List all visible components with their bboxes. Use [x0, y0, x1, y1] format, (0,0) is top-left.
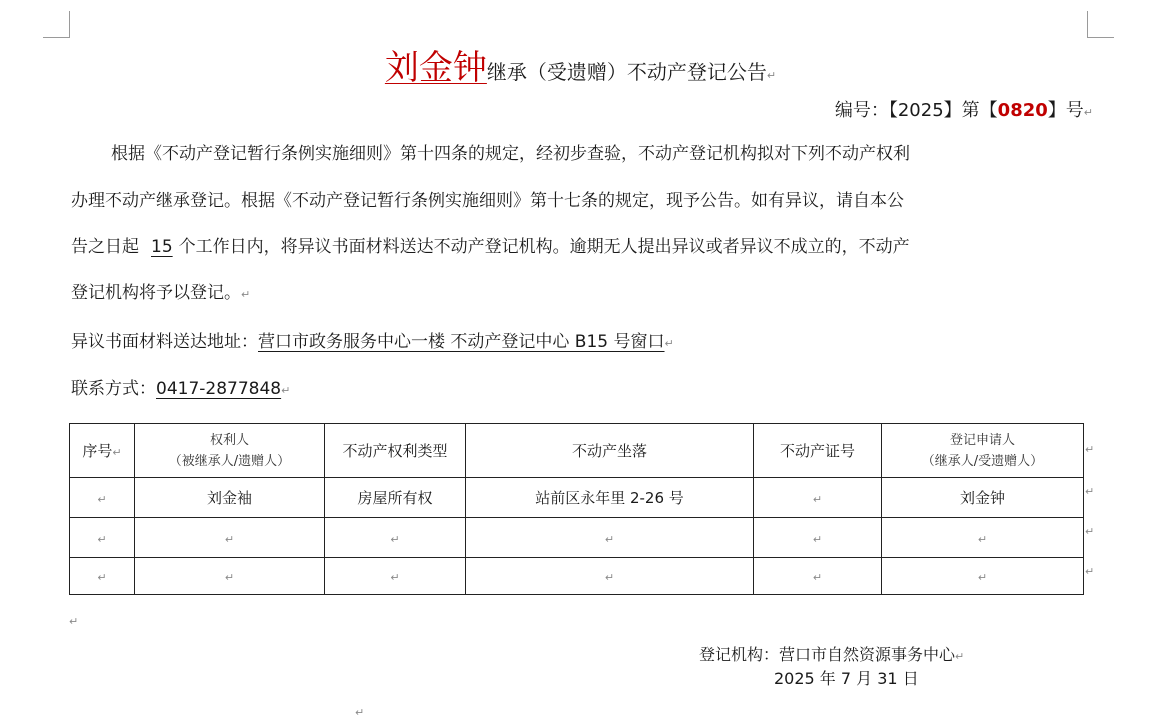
body-line-3-start: 告之日起 — [71, 237, 139, 257]
cell-right-type — [325, 558, 466, 595]
table-header-row — [70, 424, 1084, 478]
table-row — [70, 518, 1084, 558]
cell-seq — [70, 478, 135, 518]
header-holder-text: 权利人 — [209, 432, 249, 448]
paragraph-mark: ↵ — [812, 532, 823, 546]
title-text: 继承（受遗赠）不动产登记公告 — [486, 60, 767, 84]
contact-phone: 0417-2877848 — [156, 379, 282, 399]
paragraph-mark: ↵ — [1085, 485, 1095, 498]
authority-name: 营口市自然资源事务中心 — [779, 645, 956, 664]
header-applicant-subtext: （继承人/受遗赠人） — [921, 453, 1044, 469]
paragraph-mark: ↵ — [664, 337, 674, 350]
address-value: 营口市政务服务中心一楼 不动产登记中心 B15 号窗口 — [258, 332, 665, 352]
document-number — [835, 96, 1093, 122]
header-right-type-text: 不动产权利类型 — [342, 442, 448, 460]
cell-seq — [70, 558, 135, 595]
body-line-2-text: 办理不动产继承登记。根据《不动产登记暂行条例实施细则》第十七条的规定，现予公告。如有异议，请自本公 — [71, 191, 904, 211]
address-label: 异议书面材料送达地址： — [71, 332, 258, 352]
paragraph-mark: ↵ — [955, 650, 965, 663]
cell-cert-no — [754, 518, 882, 558]
header-seq — [70, 424, 135, 478]
cell-applicant — [882, 558, 1084, 595]
cell-right-type — [325, 518, 466, 558]
paragraph-mark: ↵ — [97, 492, 107, 506]
cell-cert-no — [754, 478, 882, 518]
contact-info — [71, 374, 290, 399]
cell-applicant: 刘金钟 — [882, 478, 1084, 518]
header-right-type — [325, 424, 466, 478]
registration-authority — [699, 642, 964, 665]
cell-holder: 刘金袖 — [135, 478, 325, 518]
cell-location: 站前区永年里 2-26 号 — [466, 478, 754, 518]
body-line-4 — [71, 270, 1087, 318]
header-location — [466, 424, 754, 478]
paragraph-mark: ↵ — [604, 532, 615, 546]
paragraph-mark: ↵ — [224, 532, 235, 546]
header-cert-no — [754, 424, 882, 478]
authority-label: 登记机构： — [699, 645, 780, 664]
header-seq-text: 序号 — [82, 442, 113, 460]
cell-location — [466, 558, 754, 595]
paragraph-mark: ↵ — [1085, 525, 1095, 538]
paragraph-mark: ↵ — [812, 571, 823, 584]
paragraph-mark: ↵ — [766, 69, 777, 82]
registration-table — [69, 423, 1084, 595]
body-line-2 — [71, 178, 1087, 225]
paragraph-mark: ↵ — [224, 571, 235, 584]
title-person-name: 刘金钟 — [384, 48, 487, 88]
objection-address — [71, 327, 674, 352]
header-cert-no-text: 不动产证号 — [779, 442, 855, 460]
header-holder — [135, 424, 325, 478]
page-corner-top-right — [1087, 11, 1114, 38]
paragraph-mark: ↵ — [112, 446, 122, 459]
paragraph-mark: ↵ — [1085, 443, 1095, 456]
docno-suffix: 】号 — [1047, 100, 1084, 121]
header-applicant — [882, 424, 1084, 478]
header-holder-subtext: （被继承人/遗赠人） — [168, 453, 291, 469]
header-location-text: 不动产坐落 — [571, 442, 647, 460]
paragraph-mark: ↵ — [977, 571, 988, 584]
cell-applicant — [882, 518, 1084, 558]
body-line-4-text: 登记机构将予以登记。 — [71, 283, 241, 303]
paragraph-mark: ↵ — [977, 532, 988, 546]
announcement-date: 2025 年 7 月 31 日 — [774, 669, 919, 688]
header-applicant-text: 登记申请人 — [949, 432, 1015, 448]
body-line-1-text: 根据《不动产登记暂行条例实施细则》第十四条的规定，经初步查验，不动产登记机构拟对下列不动产权利 — [111, 144, 910, 164]
table-row — [70, 478, 1084, 518]
cell-holder — [135, 518, 325, 558]
body-line-1 — [71, 131, 1087, 178]
objection-days: 15 — [151, 237, 173, 257]
contact-label: 联系方式： — [71, 379, 156, 399]
cell-holder — [135, 558, 325, 595]
paragraph-mark: ↵ — [97, 571, 107, 584]
cell-location — [466, 518, 754, 558]
paragraph-mark: ↵ — [1083, 106, 1093, 119]
paragraph-mark: ↵ — [812, 492, 823, 506]
cell-right-type: 房屋所有权 — [325, 478, 466, 518]
paragraph-mark: ↵ — [390, 532, 400, 546]
table-row — [70, 558, 1084, 595]
paragraph-mark: ↵ — [97, 532, 107, 546]
document-title — [0, 40, 1161, 89]
cell-seq — [70, 518, 135, 558]
page-corner-top-left — [43, 11, 70, 38]
paragraph-mark: ↵ — [355, 706, 365, 719]
paragraph-mark: ↵ — [241, 288, 251, 301]
paragraph-mark: ↵ — [281, 384, 291, 397]
paragraph-mark: ↵ — [69, 615, 79, 628]
docno-number: 0820 — [997, 100, 1048, 121]
paragraph-mark: ↵ — [604, 571, 615, 584]
paragraph-mark: ↵ — [390, 571, 400, 584]
paragraph-mark: ↵ — [1085, 565, 1095, 578]
cell-cert-no — [754, 558, 882, 595]
body-line-3-end: 个工作日内，将异议书面材料送达不动产登记机构。逾期无人提出异议或者异议不成立的，不动产 — [178, 237, 910, 257]
body-line-3 — [71, 224, 1087, 271]
docno-prefix: 编号：【2025】第【 — [834, 100, 998, 121]
